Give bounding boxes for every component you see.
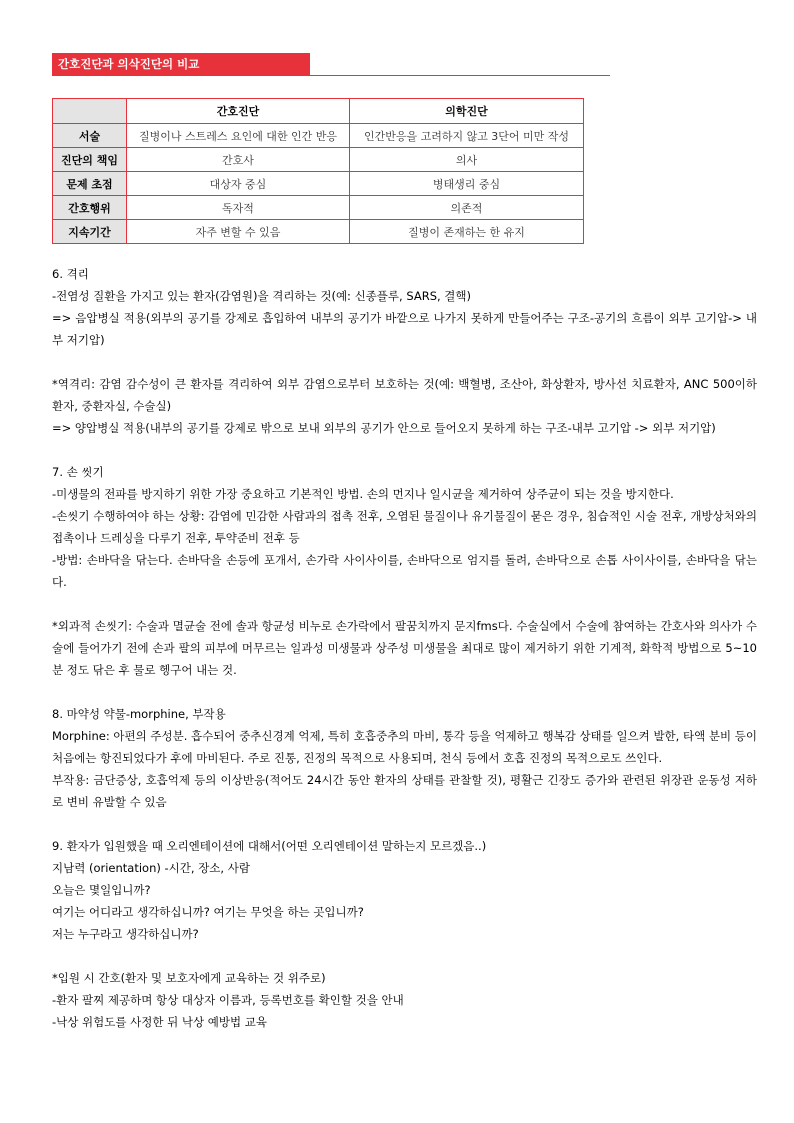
paragraph: 여기는 어디라고 생각하십니까? 여기는 무엇을 하는 곳입니까?	[52, 905, 364, 919]
row-label: 진단의 책임	[53, 148, 127, 172]
table-row	[53, 148, 584, 172]
row-label: 지속기간	[53, 220, 127, 244]
paragraph: 지남력 (orientation) -시간, 장소, 사람	[52, 861, 250, 875]
paragraph: *외과적 손씻기: 수술과 멸균술 전에 솔과 항균성 비누로 손가락에서 팔꿈치까지 문지fms다. 수술실에서 수술에 참여하는 간호사와 의사가 수술에 들어가기 전에 손과 팔의 피부에 머무르는 일과성 미생물과 상주성 미생물을 최대로 많이 제거하기 위한 기계적, 화학적 방법으로 5~10분 정도 닦은 후 물로 헹구어 내는 것.	[52, 619, 757, 677]
table-row	[53, 220, 584, 244]
table-row	[53, 124, 584, 148]
medical-cell: 병태생리 중심	[350, 172, 584, 196]
medical-cell: 의사	[350, 148, 584, 172]
table-header-nursing: 간호진단	[127, 99, 350, 124]
paragraph: => 양압병실 적용(내부의 공기를 강제로 밖으로 보내 외부의 공기가 안으로 들어오지 못하게 하는 구조-내부 고기압 -> 외부 저기압)	[52, 421, 716, 435]
medical-cell: 인간반응을 고려하지 않고 3단어 미만 작성	[350, 124, 584, 148]
table-header-empty	[53, 99, 127, 124]
paragraph: -환자 팔찌 제공하며 항상 대상자 이름과, 등록번호를 확인할 것을 안내	[52, 993, 404, 1007]
row-label: 서술	[53, 124, 127, 148]
spacer	[52, 681, 757, 703]
paragraph: 부작용: 금단증상, 호흡억제 등의 이상반응(적어도 24시간 동안 환자의 상태를 관찰할 것), 평활근 긴장도 증가와 관련된 위장관 운동성 저하로 변비 유발할 수 있음	[52, 773, 757, 809]
section-title: 8. 마약성 약물-morphine, 부작용	[52, 707, 226, 721]
paragraph: -전염성 질환을 가지고 있는 환자(감염원)을 격리하는 것(예: 신종플루, SARS, 결핵)	[52, 289, 472, 303]
spacer	[52, 813, 757, 835]
caption-underline	[52, 75, 610, 76]
paragraph: -방법: 손바닥을 닦는다. 손바닥을 손등에 포개서, 손가락 사이사이를, 손바닥으로 엄지를 돌려, 손바닥으로 손톱 사이사이를, 손바닥을 닦는다.	[52, 553, 757, 589]
nursing-cell: 독자적	[127, 196, 350, 220]
paragraph: Morphine: 아편의 주성분. 흡수되어 중추신경계 억제, 특히 호흡중추의 마비, 통각 등을 억제하고 행복감 상태를 일으켜 발한, 타액 분비 등이 처음에는 항진되었다가 후에 마비된다. 주로 진통, 진정의 목적으로 사용되며, 천식 등에서 호흡 진정의 목적으로도 쓰인다.	[52, 729, 757, 765]
paragraph: *역격리: 감염 감수성이 큰 환자를 격리하여 외부 감염으로부터 보호하는 것(예: 백혈병, 조산아, 화상환자, 방사선 치료환자, ANC 500이하 환자, 중환자실, 수술실)	[52, 377, 757, 413]
section-title: 6. 격리	[52, 267, 89, 281]
paragraph: 오늘은 몇일입니까?	[52, 883, 151, 897]
spacer	[52, 351, 757, 373]
row-label: 간호행위	[53, 196, 127, 220]
table-header-medical: 의학진단	[350, 99, 584, 124]
paragraph: 저는 누구라고 생각하십니까?	[52, 927, 199, 941]
medical-cell: 질병이 존재하는 한 유지	[350, 220, 584, 244]
medical-cell: 의존적	[350, 196, 584, 220]
table-caption: 간호진단과 의삭진단의 비교	[52, 53, 310, 76]
row-label: 문제 초점	[53, 172, 127, 196]
comparison-table	[52, 98, 584, 244]
section-title: 9. 환자가 입원했을 때 오리엔테이션에 대해서(어떤 오리엔테이션 말하는지 모르겠음..)	[52, 839, 487, 853]
paragraph: *입원 시 간호(환자 및 보호자에게 교육하는 것 위주로)	[52, 971, 326, 985]
spacer	[52, 945, 757, 967]
section-title: 7. 손 씻기	[52, 465, 104, 479]
table-row	[53, 172, 584, 196]
table-row	[53, 196, 584, 220]
nursing-cell: 자주 변할 수 있음	[127, 220, 350, 244]
nursing-cell: 간호사	[127, 148, 350, 172]
table-header-row	[53, 99, 584, 124]
spacer	[52, 593, 757, 615]
spacer	[52, 439, 757, 461]
paragraph: -미생물의 전파를 방지하기 위한 가장 중요하고 기본적인 방법. 손의 먼지나 일시균을 제거하여 상주균이 되는 것을 방지한다.	[52, 487, 674, 501]
paragraph: -손씻기 수행하여야 하는 상황: 감염에 민감한 사람과의 접촉 전후, 오염된 물질이나 유기물질이 묻은 경우, 침습적인 시술 전후, 개방상처와의 접촉이나 드레싱을 다루기 전후, 투약준비 전후 등	[52, 509, 757, 545]
nursing-cell: 대상자 중심	[127, 172, 350, 196]
document-body	[52, 263, 757, 1033]
nursing-cell: 질병이나 스트레스 요인에 대한 인간 반응	[127, 124, 350, 148]
paragraph: -낙상 위험도를 사정한 뒤 낙상 예방법 교육	[52, 1015, 267, 1029]
paragraph: => 음압병실 적용(외부의 공기를 강제로 흡입하여 내부의 공기가 바깥으로 나가지 못하게 만들어주는 구조-공기의 흐름이 외부 고기압-> 내부 저기압)	[52, 311, 757, 347]
